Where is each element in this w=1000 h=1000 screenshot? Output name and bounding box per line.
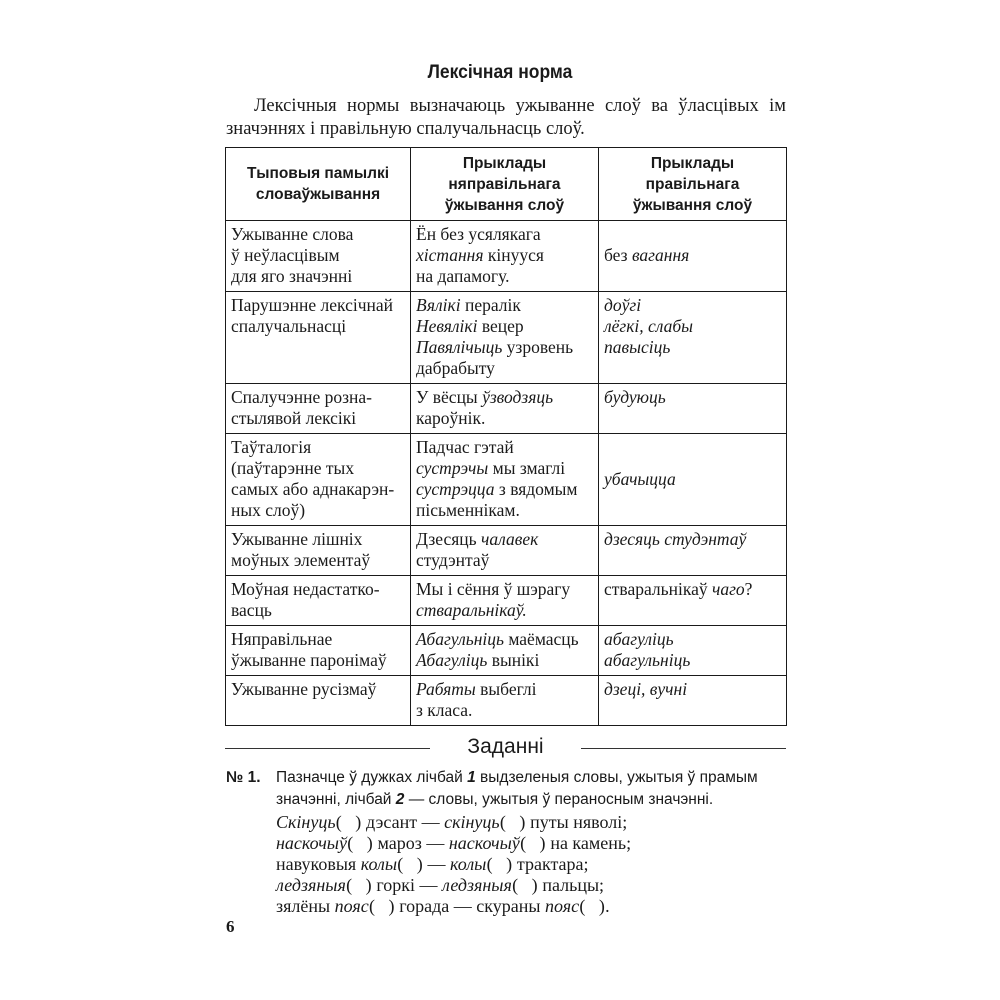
cell-text: сустрэчы <box>416 458 489 478</box>
cell-line: ўжыванне паронімаў <box>231 650 387 670</box>
cell-text: хістання <box>416 245 484 265</box>
error-type-cell <box>226 434 411 526</box>
section-title: Заданні <box>467 735 544 758</box>
cell-text: мы змаглі <box>488 458 566 478</box>
cell-line: ў неўласцівым <box>231 245 340 265</box>
page-title: Лексічная норма <box>427 62 573 83</box>
answer-blank[interactable]: ( ) <box>368 896 395 916</box>
example-text: . <box>605 896 610 916</box>
cell-text: Дзесяць <box>416 529 482 549</box>
wrong-example-cell <box>411 626 599 676</box>
header-typical-errors <box>226 148 411 221</box>
header-line: няправільнага <box>448 175 561 193</box>
example-text: пояс <box>334 896 369 916</box>
example-text: наскочыў <box>448 833 520 853</box>
cell-line: Няправільнае <box>231 629 333 649</box>
wrong-example-cell <box>411 576 599 626</box>
example-text: колы <box>450 854 487 874</box>
correct-example-cell <box>599 576 787 626</box>
cell-text: вынікі <box>487 650 540 670</box>
header-line: правільнага <box>645 175 740 193</box>
cell-text: убачыцца <box>604 468 676 489</box>
correct-example-cell <box>599 221 787 292</box>
table-row <box>226 626 787 676</box>
correct-example-cell <box>599 292 787 384</box>
header-line: ўжывання слоў <box>632 196 753 214</box>
cell-line: Спалучэнне розна- <box>231 387 372 407</box>
cell-text: Абагуліць <box>416 650 488 670</box>
example-text: горада — скураны <box>394 896 545 916</box>
example-text: ледзяныя <box>442 875 512 895</box>
task-number: № 1. <box>226 769 261 786</box>
cell-text: павысіць <box>604 337 671 357</box>
cell-text: сустрэцца <box>416 479 495 499</box>
cell-line: (паўтарэнне тых <box>231 458 355 478</box>
correct-example-cell <box>599 384 787 434</box>
cell-text: пісьменнікам. <box>416 500 520 520</box>
cell-text: на дапамогу. <box>416 266 510 286</box>
cell-line: стылявой лексікі <box>231 408 357 428</box>
page-number: 6 <box>226 917 235 936</box>
task-digit: 2 <box>395 791 405 808</box>
example-text: колы <box>360 854 398 874</box>
lexical-norm-table <box>225 147 787 726</box>
cell-text: з вядомым <box>494 479 578 499</box>
wrong-example-cell <box>411 292 599 384</box>
example-text: на камень; <box>545 833 632 853</box>
table-row <box>226 221 787 292</box>
cell-line: спалучальнасці <box>231 316 347 336</box>
example-text: горкі — <box>371 875 443 895</box>
cell-line: васць <box>231 600 272 620</box>
cell-text: маёмасць <box>503 629 579 649</box>
example-text: дэсант — <box>361 812 445 832</box>
cell-text: чаго <box>711 579 745 599</box>
cell-line: ных слоў) <box>231 500 306 520</box>
error-type-cell <box>226 526 411 576</box>
cell-text: узровень <box>502 337 574 357</box>
table-row <box>226 292 787 384</box>
header-line: Прыклады <box>462 154 547 172</box>
cell-text: дзесяць студэнтаў <box>604 529 747 549</box>
example-text: — <box>423 854 451 874</box>
example-line <box>276 854 776 875</box>
wrong-example-cell <box>411 526 599 576</box>
correct-example-cell <box>599 676 787 726</box>
answer-blank[interactable]: ( ) <box>397 854 423 874</box>
example-text: путы няволі; <box>525 812 628 832</box>
table-header-row <box>226 148 787 221</box>
header-correct-examples <box>599 148 787 221</box>
header-line: словаўжывання <box>255 186 381 203</box>
section-heading <box>225 735 786 765</box>
example-text: навуковыя <box>276 854 361 874</box>
cell-text: стваральнікаў <box>604 579 712 599</box>
wrong-example-cell <box>411 221 599 292</box>
example-text: пальцы; <box>537 875 605 895</box>
cell-text: без <box>604 245 632 265</box>
error-type-cell <box>226 292 411 384</box>
intro-paragraph: Лексічныя нормы вызначаюць ужыванне слоў ва ўласцівых ім значэннях і правільную спалучальнасць слоў. <box>226 96 786 139</box>
example-text: Скінуць <box>276 812 336 832</box>
table-row <box>226 576 787 626</box>
cell-line: для яго значэнні <box>231 266 353 286</box>
cell-text: ? <box>744 579 753 599</box>
cell-text: будуюць <box>604 387 666 407</box>
wrong-example-cell <box>411 676 599 726</box>
cell-text: Ён без усялякага <box>416 224 541 244</box>
task-examples <box>276 812 776 917</box>
table-row <box>226 384 787 434</box>
cell-text: стваральнікаў. <box>416 600 527 620</box>
task-text: выдзеленыя словы, ужытыя ў прамым <box>475 769 758 786</box>
correct-example-cell <box>599 434 787 526</box>
cell-text: абагуліць <box>604 629 674 649</box>
cell-line: Парушэнне лексічнай <box>231 295 394 315</box>
answer-blank[interactable]: ( ) <box>335 812 362 832</box>
cell-text: Падчас гэтай <box>416 437 514 457</box>
error-type-cell <box>226 221 411 292</box>
correct-example-cell <box>599 626 787 676</box>
cell-line: самых або аднакарэн- <box>231 479 395 499</box>
cell-text: студэнтаў <box>416 550 490 570</box>
example-text: наскочыў <box>276 833 347 853</box>
error-type-cell <box>226 676 411 726</box>
cell-text: У вёсцы <box>416 387 483 407</box>
cell-text: дабрабыту <box>416 358 495 378</box>
answer-blank[interactable]: ( ) <box>512 875 538 895</box>
task-digit: 1 <box>467 769 476 786</box>
answer-blank[interactable]: ( ) <box>346 875 372 895</box>
error-type-cell <box>226 384 411 434</box>
cell-text: абагульніць <box>604 650 691 670</box>
cell-text: чалавек <box>481 529 539 549</box>
wrong-example-cell <box>411 384 599 434</box>
cell-text: доўгі <box>604 295 642 315</box>
cell-text: Невялікі <box>416 316 478 336</box>
cell-text: пералік <box>460 295 521 315</box>
cell-text: Мы і сёння ў шэрагу <box>416 579 571 599</box>
example-line <box>276 812 776 833</box>
cell-text: кароўнік. <box>416 408 486 428</box>
table-row <box>226 526 787 576</box>
cell-text: Рабяты <box>416 679 476 699</box>
answer-blank[interactable]: ( ) <box>579 896 605 916</box>
answer-blank[interactable]: ( ) <box>486 854 513 874</box>
task-text: Пазначце ў дужках лічбай <box>276 769 468 786</box>
example-text: трактара; <box>512 854 589 874</box>
cell-text: вецер <box>477 316 524 336</box>
example-line <box>276 896 776 917</box>
cell-line: Таўталогія <box>231 437 312 457</box>
correct-example-cell <box>599 526 787 576</box>
cell-text: з класа. <box>416 700 473 720</box>
cell-text: выбеглі <box>475 679 537 699</box>
cell-text: кінууся <box>483 245 544 265</box>
cell-text: Абагульніць <box>416 629 504 649</box>
cell-line: Моўная недастатко- <box>231 579 380 599</box>
table-body <box>226 221 787 726</box>
task-text: значэнні, лічбай <box>276 791 396 808</box>
cell-text: Вялікі <box>416 295 461 315</box>
example-text: ледзяныя <box>276 875 346 895</box>
header-wrong-examples <box>411 148 599 221</box>
divider-right <box>581 748 786 749</box>
cell-text: вагання <box>631 245 690 265</box>
cell-line: моўных элементаў <box>231 550 371 570</box>
example-text: скінуць <box>444 812 500 832</box>
answer-blank[interactable]: ( ) <box>499 812 526 832</box>
example-text: мароз — <box>372 833 449 853</box>
task-1 <box>226 767 788 811</box>
task-text: — словы, ужытыя ў пераносным значэнні. <box>404 791 714 808</box>
error-type-cell <box>226 626 411 676</box>
cell-text: лёгкі, слабы <box>604 316 694 336</box>
answer-blank[interactable]: ( ) <box>520 833 546 853</box>
table-row <box>226 434 787 526</box>
header-line: Прыклады <box>650 154 735 172</box>
example-line <box>276 833 776 854</box>
header-line: ўжывання слоў <box>444 196 565 214</box>
table-row <box>226 676 787 726</box>
cell-line: Ужыванне слова <box>231 224 354 244</box>
cell-text: дзеці, вучні <box>604 679 688 699</box>
cell-text: Павялічыць <box>416 337 503 357</box>
header-line: Тыповыя памылкі <box>246 165 390 182</box>
cell-line: Ужыванне лішніх <box>231 529 363 549</box>
example-line <box>276 875 776 896</box>
wrong-example-cell <box>411 434 599 526</box>
example-text: зялёны <box>276 896 335 916</box>
cell-line: Ужыванне русізмаў <box>231 679 377 699</box>
cell-text: ўзводзяць <box>482 387 554 407</box>
error-type-cell <box>226 576 411 626</box>
example-text: пояс <box>545 896 580 916</box>
answer-blank[interactable]: ( ) <box>347 833 373 853</box>
